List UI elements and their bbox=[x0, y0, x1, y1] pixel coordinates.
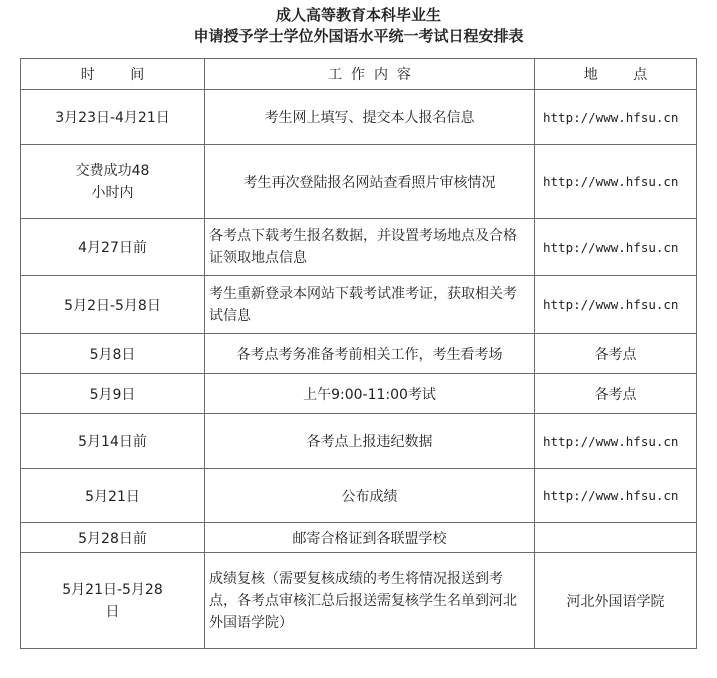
place-link[interactable]: http://www.hfsu.cn bbox=[535, 414, 697, 469]
content-cell: 各考点下载考生报名数据，并设置考场地点及合格证领取地点信息 bbox=[205, 219, 535, 276]
header-content: 工 作 内 容 bbox=[205, 59, 535, 90]
header-row bbox=[21, 59, 697, 90]
schedule-table bbox=[20, 58, 697, 649]
time-cell: 交费成功48小时内 bbox=[21, 145, 205, 219]
table-row bbox=[21, 414, 697, 469]
time-cell: 4月27日前 bbox=[21, 219, 205, 276]
place-link[interactable]: http://www.hfsu.cn bbox=[535, 469, 697, 523]
table-row bbox=[21, 145, 697, 219]
table-row bbox=[21, 469, 697, 523]
place-cell: 河北外国语学院 bbox=[535, 553, 697, 649]
place-cell: 各考点 bbox=[535, 374, 697, 414]
content-cell: 公布成绩 bbox=[205, 469, 535, 523]
place-cell: 各考点 bbox=[535, 334, 697, 374]
table-row bbox=[21, 276, 697, 334]
document-title bbox=[0, 5, 717, 47]
content-cell: 各考点上报违纪数据 bbox=[205, 414, 535, 469]
content-cell: 各考点考务准备考前相关工作，考生看考场 bbox=[205, 334, 535, 374]
content-cell: 考生网上填写、提交本人报名信息 bbox=[205, 90, 535, 145]
header-time: 时 间 bbox=[21, 59, 205, 90]
time-cell: 5月9日 bbox=[21, 374, 205, 414]
content-cell: 考生再次登陆报名网站查看照片审核情况 bbox=[205, 145, 535, 219]
table-row bbox=[21, 523, 697, 553]
place-link[interactable]: http://www.hfsu.cn bbox=[535, 145, 697, 219]
table-row bbox=[21, 219, 697, 276]
content-cell: 考生重新登录本网站下载考试准考证，获取相关考试信息 bbox=[205, 276, 535, 334]
place-link[interactable]: http://www.hfsu.cn bbox=[535, 276, 697, 334]
table-row bbox=[21, 90, 697, 145]
time-cell: 5月28日前 bbox=[21, 523, 205, 553]
time-cell: 5月21日-5月28日 bbox=[21, 553, 205, 649]
place-link[interactable]: http://www.hfsu.cn bbox=[535, 90, 697, 145]
table-row bbox=[21, 334, 697, 374]
header-place: 地 点 bbox=[535, 59, 697, 90]
place-cell bbox=[535, 523, 697, 553]
table-row bbox=[21, 374, 697, 414]
table-row bbox=[21, 553, 697, 649]
time-cell: 3月23日-4月21日 bbox=[21, 90, 205, 145]
content-cell: 邮寄合格证到各联盟学校 bbox=[205, 523, 535, 553]
time-cell: 5月2日-5月8日 bbox=[21, 276, 205, 334]
title-line-2: 申请授予学士学位外国语水平统一考试日程安排表 bbox=[193, 27, 524, 45]
content-cell: 上午9:00-11:00考试 bbox=[205, 374, 535, 414]
time-cell: 5月21日 bbox=[21, 469, 205, 523]
time-cell: 5月8日 bbox=[21, 334, 205, 374]
time-cell: 5月14日前 bbox=[21, 414, 205, 469]
title-line-1: 成人高等教育本科毕业生 bbox=[275, 6, 441, 24]
place-link[interactable]: http://www.hfsu.cn bbox=[535, 219, 697, 276]
content-cell: 成绩复核（需要复核成绩的考生将情况报送到考点，各考点审核汇总后报送需复核学生名单到河北外国语学院） bbox=[205, 553, 535, 649]
